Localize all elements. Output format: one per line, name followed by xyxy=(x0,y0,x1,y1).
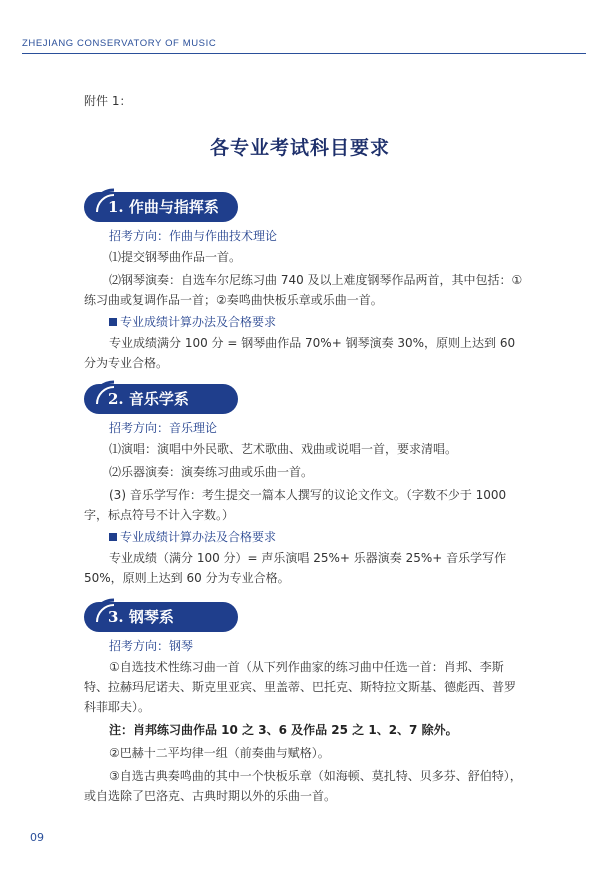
section-heading: 3. 钢琴系 xyxy=(108,608,174,626)
arc-decoration-icon xyxy=(84,180,144,224)
section-heading-pill xyxy=(84,384,238,414)
appendix-label: 附件 1： xyxy=(84,94,132,108)
header-divider xyxy=(22,53,586,54)
criteria-text: 专业成绩（满分 100 分）= 声乐演唱 25%+ 乐器演奏 25%+ 音乐学写作 50%，原则上达到 60 分为专业合格。 xyxy=(84,551,507,585)
section-musicology xyxy=(84,384,524,588)
header-school-name: ZHEJIANG CONSERVATORY OF MUSIC xyxy=(22,38,217,49)
section-heading: 2. 音乐学系 xyxy=(108,390,189,408)
page-number: 09 xyxy=(30,831,44,844)
square-bullet-icon xyxy=(109,533,117,541)
criteria-heading: 专业成绩计算办法及合格要求 xyxy=(109,528,524,545)
criteria-heading: 专业成绩计算办法及合格要求 xyxy=(109,313,524,330)
section-piano xyxy=(84,602,524,806)
page-title: 各专业考试科目要求 xyxy=(209,137,390,159)
arc-decoration-icon xyxy=(84,372,144,416)
section-heading-pill xyxy=(84,602,238,632)
requirement-item: ①自选技术性练习曲一首（从下列作曲家的练习曲中任选一首：肖邦、李斯特、拉赫玛尼诺夫、斯克里亚宾、里盖蒂、巴托克、斯特拉文斯基、德彪西、普罗科菲耶夫）。 xyxy=(84,660,517,714)
direction-label: 招考方向：音乐理论 xyxy=(109,421,218,435)
direction-label: 招考方向：钢琴 xyxy=(109,639,194,653)
direction-label: 招考方向：作曲与作曲技术理论 xyxy=(109,229,278,243)
note-text: 注：肖邦练习曲作品 10 之 3、6 及作品 25 之 1、2、7 除外。 xyxy=(109,723,458,737)
criteria-text: 专业成绩满分 100 分 = 钢琴曲作品 70%+ 钢琴演奏 30%，原则上达到 60 分为专业合格。 xyxy=(84,336,516,370)
square-bullet-icon xyxy=(109,318,117,326)
requirement-item: ⑴提交钢琴曲作品一首。 xyxy=(109,250,242,264)
section-heading: 1. 作曲与指挥系 xyxy=(108,198,219,216)
requirement-item: ⑵乐器演奏：演奏练习曲或乐曲一首。 xyxy=(109,465,314,479)
requirement-item: ⑵钢琴演奏：自选车尔尼练习曲 740 及以上难度钢琴作品两首，其中包括：①练习曲或复调作品一首；②奏鸣曲快板乐章或乐曲一首。 xyxy=(84,273,523,307)
requirement-item: (3) 音乐学写作：考生提交一篇本人撰写的议论文作文。（字数不少于 1000 字，标点符号不计入字数。） xyxy=(84,488,507,522)
section-composition xyxy=(84,192,524,373)
requirement-item: ⑴演唱：演唱中外民歌、艺术歌曲、戏曲或说唱一首，要求清唱。 xyxy=(109,442,458,456)
requirement-item: ②巴赫十二平均律一组（前奏曲与赋格）。 xyxy=(109,746,330,760)
arc-decoration-icon xyxy=(84,590,144,634)
requirement-item: ③自选古典奏鸣曲的其中一个快板乐章（如海顿、莫扎特、贝多芬、舒伯特），或自选除了巴洛克、古典时期以外的乐曲一首。 xyxy=(84,769,522,803)
section-heading-pill xyxy=(84,192,238,222)
